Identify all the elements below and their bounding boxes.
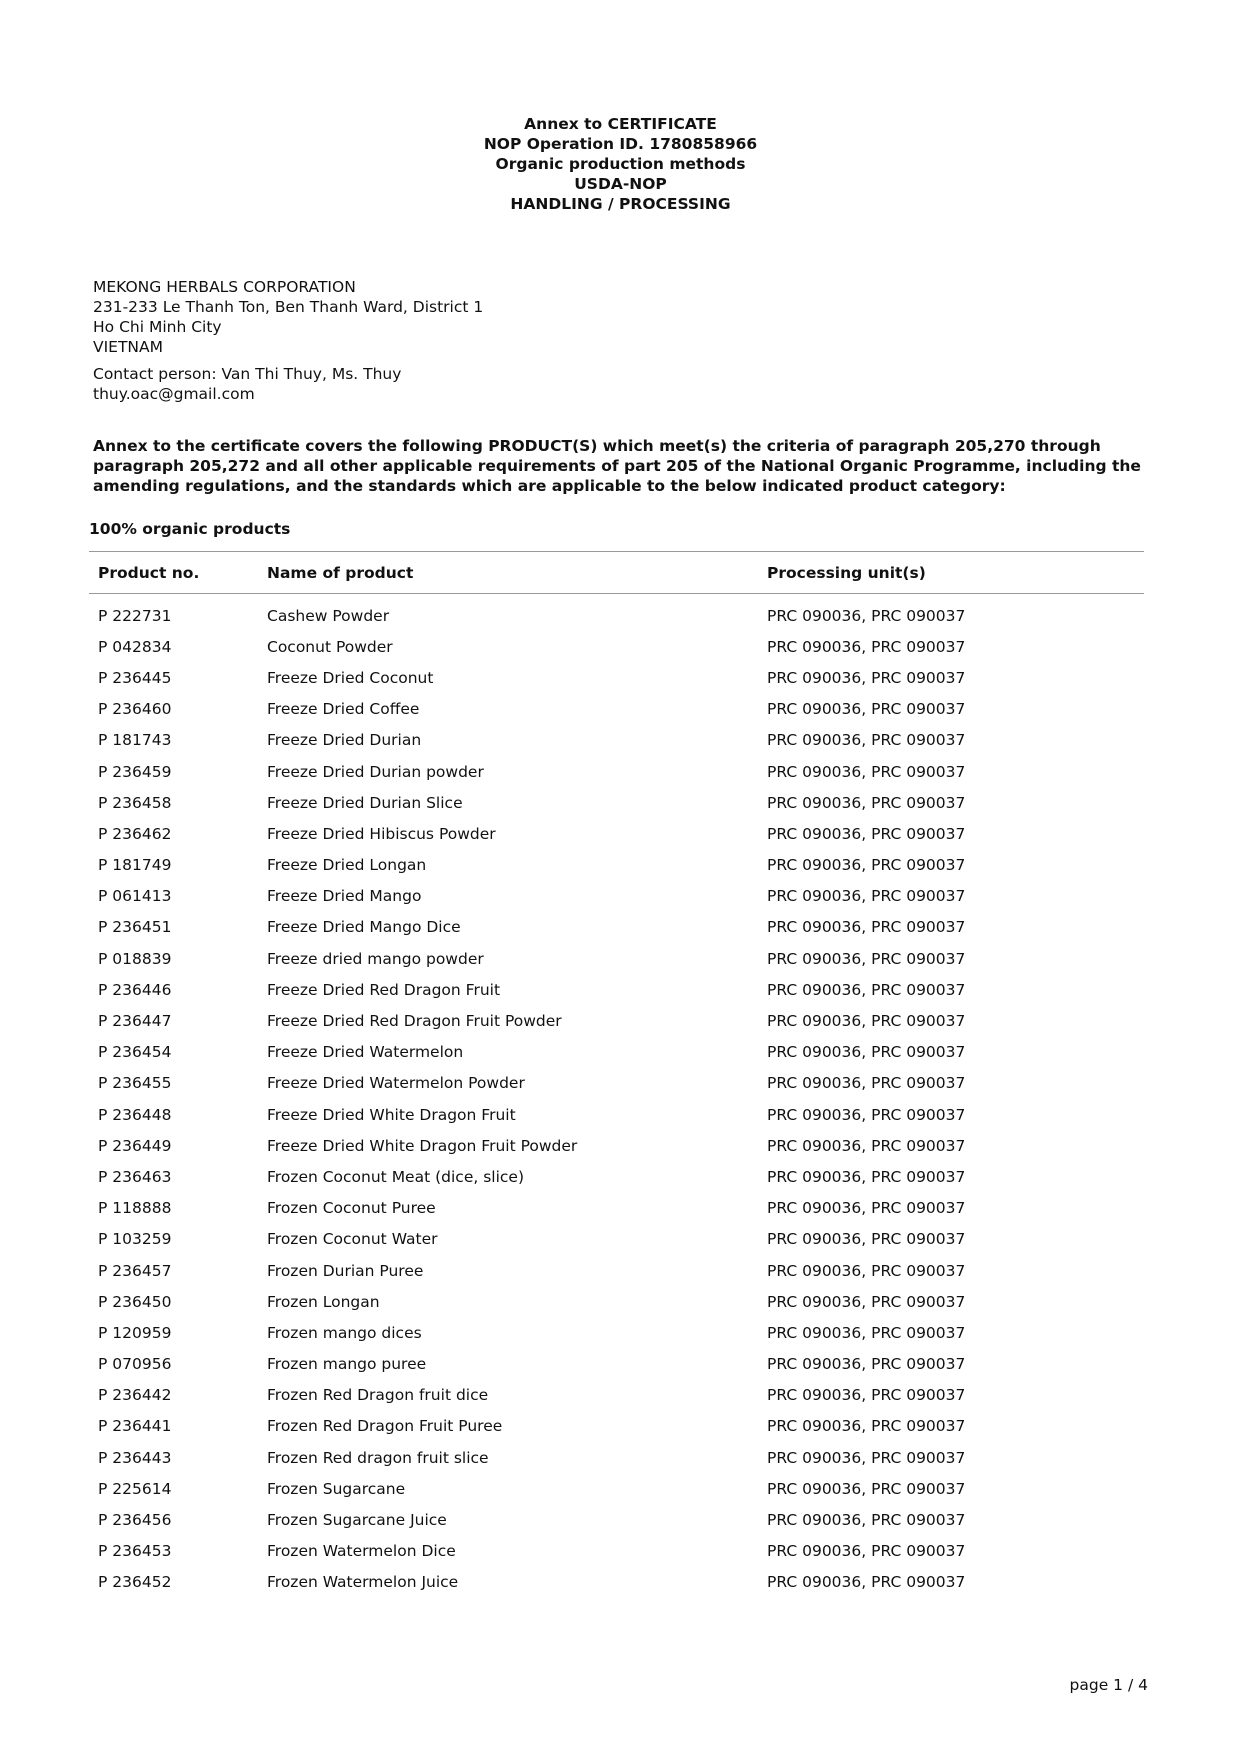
table-row	[89, 1380, 1144, 1411]
product-category-heading: 100% organic products	[89, 520, 291, 538]
product-name-cell: Freeze Dried Longan	[267, 856, 427, 875]
product-no-cell: P 236443	[98, 1448, 172, 1467]
product-no-cell: P 236457	[98, 1261, 172, 1280]
product-name-cell: Freeze Dried Durian powder	[267, 762, 484, 781]
header-processing-units: Processing unit(s)	[767, 563, 926, 582]
table-row	[89, 694, 1144, 725]
product-name-cell: Freeze Dried Durian	[267, 731, 422, 750]
processing-units-cell: PRC 090036, PRC 090037	[767, 1074, 966, 1093]
contact-block	[93, 364, 401, 404]
product-no-cell: P 236442	[98, 1386, 172, 1405]
table-row	[89, 600, 1144, 631]
processing-units-cell: PRC 090036, PRC 090037	[767, 1573, 966, 1592]
product-no-cell: P 236451	[98, 918, 172, 937]
product-no-cell: P 236463	[98, 1167, 172, 1186]
table-row	[89, 631, 1144, 662]
product-no-cell: P 236459	[98, 762, 172, 781]
title-line-scope: HANDLING / PROCESSING	[510, 195, 731, 213]
product-no-cell: P 042834	[98, 637, 172, 656]
title-line-standard: USDA-NOP	[574, 175, 667, 193]
processing-units-cell: PRC 090036, PRC 090037	[767, 1479, 966, 1498]
processing-units-cell: PRC 090036, PRC 090037	[767, 1386, 966, 1405]
product-name-cell: Coconut Powder	[267, 637, 393, 656]
product-no-cell: P 103259	[98, 1230, 172, 1249]
product-no-cell: P 236460	[98, 700, 172, 719]
table-row	[89, 974, 1144, 1005]
table-row	[89, 912, 1144, 943]
header-product-no: Product no.	[98, 563, 200, 582]
processing-units-cell: PRC 090036, PRC 090037	[767, 731, 966, 750]
product-name-cell: Freeze Dried Watermelon	[267, 1043, 464, 1062]
product-no-cell: P 236449	[98, 1136, 172, 1155]
product-no-cell: P 236448	[98, 1105, 172, 1124]
table-row	[89, 850, 1144, 881]
product-name-cell: Cashew Powder	[267, 606, 390, 625]
processing-units-cell: PRC 090036, PRC 090037	[767, 1292, 966, 1311]
processing-units-cell: PRC 090036, PRC 090037	[767, 1230, 966, 1249]
company-address	[93, 277, 483, 357]
product-no-cell: P 236452	[98, 1573, 172, 1592]
table-row	[89, 756, 1144, 787]
processing-units-cell: PRC 090036, PRC 090037	[767, 1448, 966, 1467]
product-no-cell: P 018839	[98, 949, 172, 968]
product-name-cell: Frozen Durian Puree	[267, 1261, 424, 1280]
product-no-cell: P 225614	[98, 1479, 172, 1498]
processing-units-cell: PRC 090036, PRC 090037	[767, 980, 966, 999]
table-body	[89, 594, 1144, 1598]
table-row	[89, 1255, 1144, 1286]
product-name-cell: Frozen Sugarcane Juice	[267, 1511, 447, 1530]
product-no-cell: P 070956	[98, 1355, 172, 1374]
product-name-cell: Freeze Dried Durian Slice	[267, 793, 463, 812]
product-name-cell: Freeze Dried White Dragon Fruit Powder	[267, 1136, 578, 1155]
product-no-cell: P 236455	[98, 1074, 172, 1093]
product-name-cell: Frozen Sugarcane	[267, 1479, 406, 1498]
processing-units-cell: PRC 090036, PRC 090037	[767, 856, 966, 875]
product-no-cell: P 118888	[98, 1199, 172, 1218]
processing-units-cell: PRC 090036, PRC 090037	[767, 700, 966, 719]
table-row	[89, 1411, 1144, 1442]
page-number: page 1 / 4	[1069, 1676, 1148, 1694]
product-no-cell: P 236462	[98, 824, 172, 843]
product-no-cell: P 236446	[98, 980, 172, 999]
processing-units-cell: PRC 090036, PRC 090037	[767, 1105, 966, 1124]
processing-units-cell: PRC 090036, PRC 090037	[767, 918, 966, 937]
product-no-cell: P 236453	[98, 1542, 172, 1561]
product-name-cell: Frozen Red dragon fruit slice	[267, 1448, 489, 1467]
processing-units-cell: PRC 090036, PRC 090037	[767, 1043, 966, 1062]
product-name-cell: Freeze dried mango powder	[267, 949, 484, 968]
product-no-cell: P 120959	[98, 1323, 172, 1342]
title-line-operation-id: NOP Operation ID. 1780858966	[483, 135, 758, 153]
processing-units-cell: PRC 090036, PRC 090037	[767, 762, 966, 781]
processing-units-cell: PRC 090036, PRC 090037	[767, 1511, 966, 1530]
title-line-methods: Organic production methods	[495, 155, 746, 173]
processing-units-cell: PRC 090036, PRC 090037	[767, 606, 966, 625]
table-row	[89, 1193, 1144, 1224]
product-name-cell: Freeze Dried Red Dragon Fruit Powder	[267, 1012, 562, 1031]
products-table	[89, 551, 1144, 1598]
contact-email: thuy.oac@gmail.com	[93, 385, 255, 403]
processing-units-cell: PRC 090036, PRC 090037	[767, 887, 966, 906]
product-no-cell: P 236450	[98, 1292, 172, 1311]
product-name-cell: Freeze Dried Mango	[267, 887, 422, 906]
product-name-cell: Freeze Dried Hibiscus Powder	[267, 824, 496, 843]
product-name-cell: Frozen Red Dragon fruit dice	[267, 1386, 489, 1405]
product-no-cell: P 061413	[98, 887, 172, 906]
processing-units-cell: PRC 090036, PRC 090037	[767, 1542, 966, 1561]
table-row	[89, 1161, 1144, 1192]
processing-units-cell: PRC 090036, PRC 090037	[767, 1323, 966, 1342]
product-name-cell: Frozen Watermelon Juice	[267, 1573, 459, 1592]
processing-units-cell: PRC 090036, PRC 090037	[767, 1355, 966, 1374]
table-row	[89, 1317, 1144, 1348]
document-title	[0, 114, 1241, 214]
processing-units-cell: PRC 090036, PRC 090037	[767, 1261, 966, 1280]
product-no-cell: P 236454	[98, 1043, 172, 1062]
product-name-cell: Freeze Dried Mango Dice	[267, 918, 461, 937]
product-name-cell: Freeze Dried Watermelon Powder	[267, 1074, 525, 1093]
table-row	[89, 1473, 1144, 1504]
company-street: 231-233 Le Thanh Ton, Ben Thanh Ward, District 1	[93, 298, 484, 316]
processing-units-cell: PRC 090036, PRC 090037	[767, 1136, 966, 1155]
product-no-cell: P 236458	[98, 793, 172, 812]
product-name-cell: Frozen mango puree	[267, 1355, 427, 1374]
header-product-name: Name of product	[267, 563, 414, 582]
table-row	[89, 1536, 1144, 1567]
product-name-cell: Freeze Dried Coffee	[267, 700, 420, 719]
table-row	[89, 1005, 1144, 1036]
product-no-cell: P 222731	[98, 606, 172, 625]
product-name-cell: Frozen Longan	[267, 1292, 380, 1311]
product-name-cell: Freeze Dried Coconut	[267, 668, 434, 687]
table-row	[89, 881, 1144, 912]
table-row	[89, 1130, 1144, 1161]
table-row	[89, 818, 1144, 849]
intro-paragraph: Annex to the certificate covers the following PRODUCT(S) which meet(s) the criteria of paragraph 205,270 through paragraph 205,272 and all other applicable requirements of part 205 of the National Organic Programme, including the amending regulations, and the standards which are applicable to the below indicated product category:	[93, 437, 1141, 495]
table-row	[89, 1068, 1144, 1099]
processing-units-cell: PRC 090036, PRC 090037	[767, 637, 966, 656]
product-name-cell: Frozen Coconut Meat (dice, slice)	[267, 1167, 524, 1186]
product-name-cell: Frozen Watermelon Dice	[267, 1542, 456, 1561]
product-name-cell: Freeze Dried Red Dragon Fruit	[267, 980, 501, 999]
table-row	[89, 662, 1144, 693]
processing-units-cell: PRC 090036, PRC 090037	[767, 1167, 966, 1186]
product-name-cell: Frozen Coconut Puree	[267, 1199, 436, 1218]
processing-units-cell: PRC 090036, PRC 090037	[767, 668, 966, 687]
product-no-cell: P 236447	[98, 1012, 172, 1031]
title-line-annex: Annex to CERTIFICATE	[524, 115, 717, 133]
processing-units-cell: PRC 090036, PRC 090037	[767, 793, 966, 812]
processing-units-cell: PRC 090036, PRC 090037	[767, 1012, 966, 1031]
product-no-cell: P 181743	[98, 731, 172, 750]
company-name: MEKONG HERBALS CORPORATION	[93, 278, 356, 296]
product-name-cell: Freeze Dried White Dragon Fruit	[267, 1105, 516, 1124]
table-row	[89, 1567, 1144, 1598]
table-row	[89, 1099, 1144, 1130]
table-row	[89, 787, 1144, 818]
product-name-cell: Frozen Coconut Water	[267, 1230, 438, 1249]
product-no-cell: P 236445	[98, 668, 172, 687]
table-row	[89, 725, 1144, 756]
product-name-cell: Frozen mango dices	[267, 1323, 422, 1342]
product-no-cell: P 236456	[98, 1511, 172, 1530]
processing-units-cell: PRC 090036, PRC 090037	[767, 949, 966, 968]
processing-units-cell: PRC 090036, PRC 090037	[767, 1199, 966, 1218]
processing-units-cell: PRC 090036, PRC 090037	[767, 1417, 966, 1436]
processing-units-cell: PRC 090036, PRC 090037	[767, 824, 966, 843]
table-row	[89, 1224, 1144, 1255]
product-name-cell: Frozen Red Dragon Fruit Puree	[267, 1417, 503, 1436]
product-no-cell: P 181749	[98, 856, 172, 875]
contact-person: Contact person: Van Thi Thuy, Ms. Thuy	[93, 365, 402, 383]
table-row	[89, 943, 1144, 974]
table-row	[89, 1037, 1144, 1068]
table-row	[89, 1286, 1144, 1317]
table-row	[89, 1442, 1144, 1473]
company-country: VIETNAM	[93, 338, 164, 356]
table-row	[89, 1504, 1144, 1535]
table-header	[89, 551, 1144, 594]
table-row	[89, 1349, 1144, 1380]
company-city: Ho Chi Minh City	[93, 318, 222, 336]
product-no-cell: P 236441	[98, 1417, 172, 1436]
